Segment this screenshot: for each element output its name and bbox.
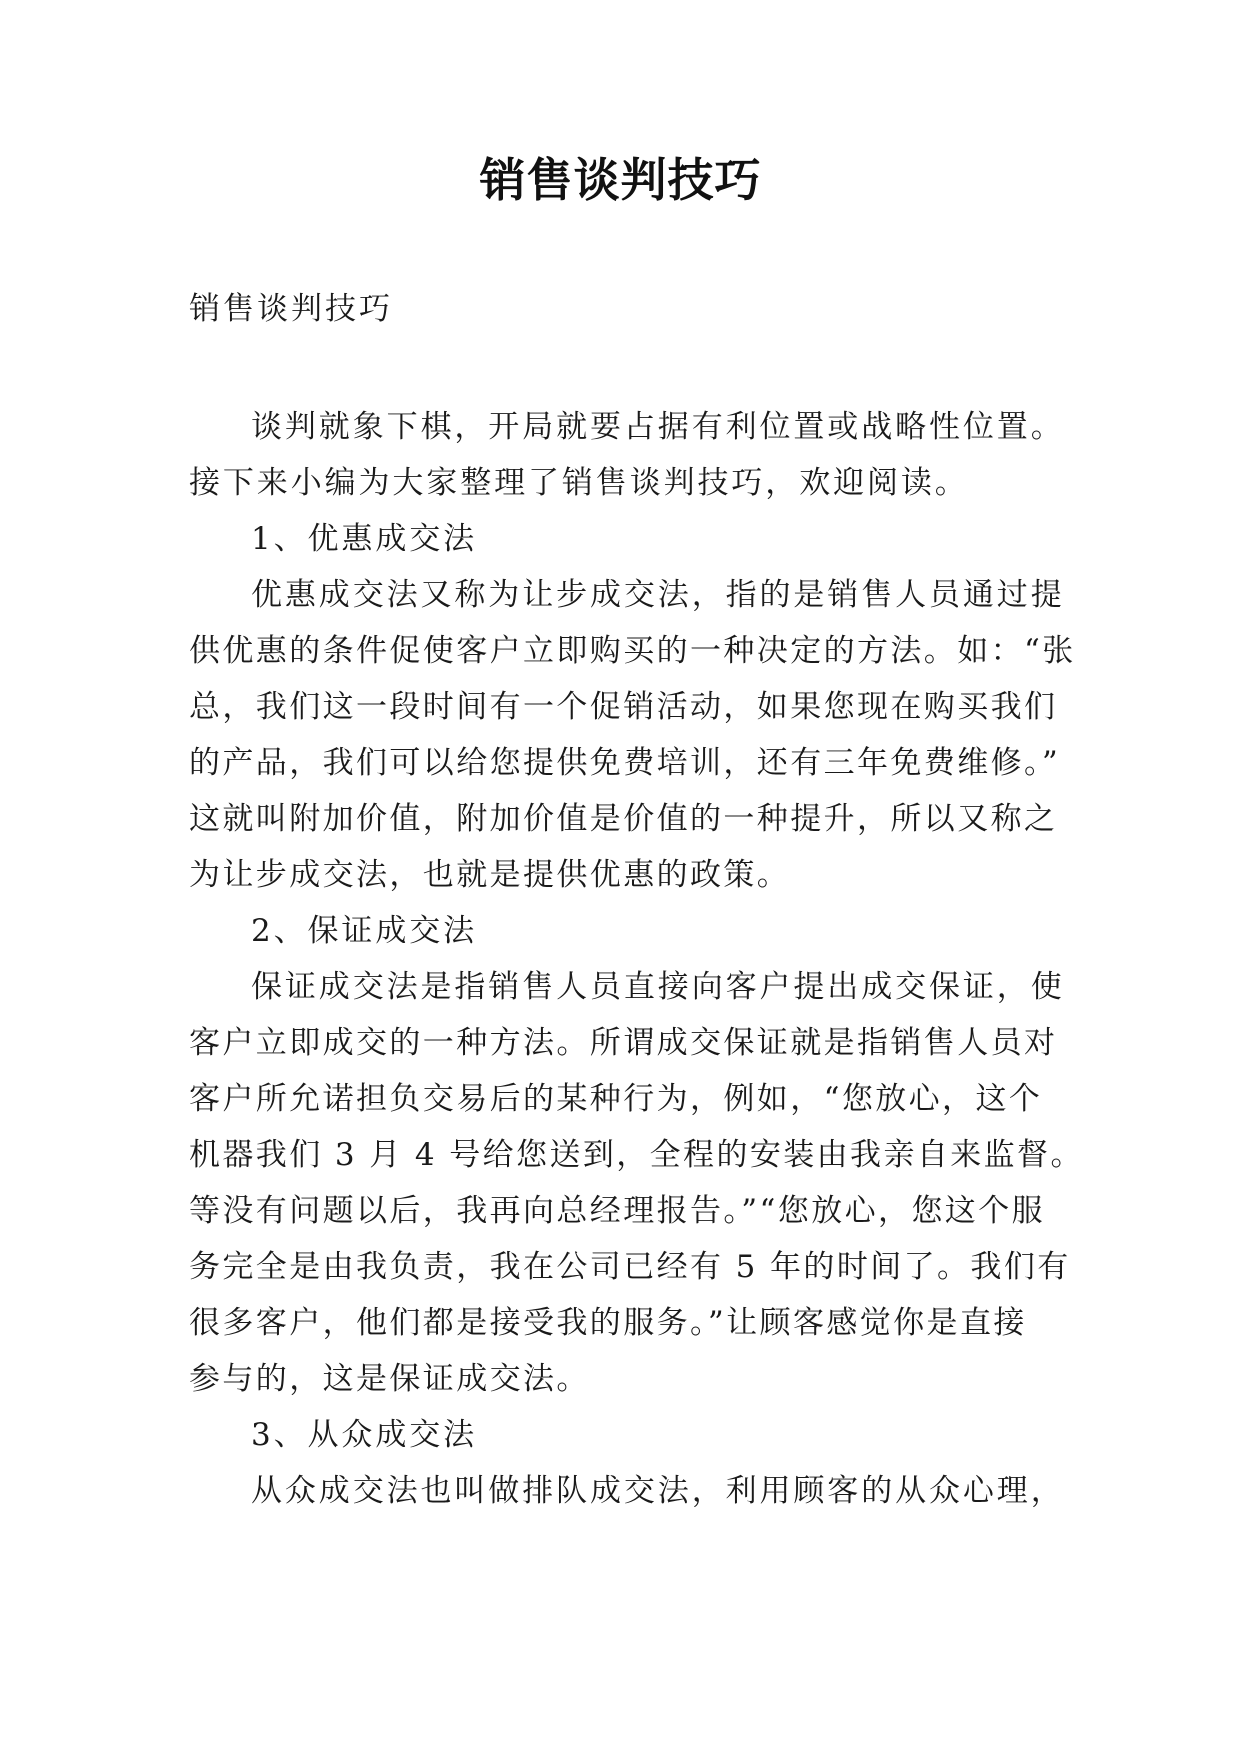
paragraph-line: 等没有问题以后，我再向总经理报告。”“您放心，您这个服 (189, 1193, 1045, 1229)
paragraph-line: 总，我们这一段时间有一个促销活动，如果您现在购买我们 (189, 689, 1058, 725)
paragraph-line: 优惠成交法又称为让步成交法，指的是销售人员通过提 (251, 577, 1065, 613)
document-subtitle: 销售谈判技巧 (189, 291, 393, 327)
section-heading: 1、优惠成交法 (251, 521, 478, 557)
section-heading: 3、从众成交法 (251, 1417, 478, 1453)
paragraph-line: 保证成交法是指销售人员直接向客户提出成交保证，使 (251, 969, 1065, 1005)
paragraph-line: 为让步成交法，也就是提供优惠的政策。 (189, 857, 791, 893)
paragraph-line: 的产品，我们可以给您提供免费培训，还有三年免费维修。” (189, 745, 1061, 781)
paragraph-line: 客户立即成交的一种方法。所谓成交保证就是指销售人员对 (189, 1025, 1058, 1061)
document-title: 销售谈判技巧 (479, 153, 762, 207)
section-heading: 2、保证成交法 (251, 913, 478, 949)
paragraph-line: 谈判就象下棋，开局就要占据有利位置或战略性位置。 (251, 409, 1065, 445)
paragraph-line: 从众成交法也叫做排队成交法，利用顾客的从众心理， (251, 1473, 1065, 1509)
paragraph-line: 客户所允诺担负交易后的某种行为，例如，“您放心，这个 (189, 1081, 1043, 1117)
paragraph-line: 机器我们 3 月 4 号给您送到，全程的安装由我亲自来监督。 (189, 1137, 1084, 1173)
paragraph-line: 参与的，这是保证成交法。 (189, 1361, 590, 1397)
paragraph-line: 接下来小编为大家整理了销售谈判技巧，欢迎阅读。 (189, 465, 969, 501)
paragraph-line: 这就叫附加价值，附加价值是价值的一种提升，所以又称之 (189, 801, 1058, 837)
paragraph-line: 很多客户，他们都是接受我的服务。”让顾客感觉你是直接 (189, 1305, 1027, 1341)
paragraph-line: 务完全是由我负责，我在公司已经有 5 年的时间了。我们有 (189, 1249, 1071, 1285)
paragraph-line: 供优惠的条件促使客户立即购买的一种决定的方法。如：“张 (189, 633, 1076, 669)
